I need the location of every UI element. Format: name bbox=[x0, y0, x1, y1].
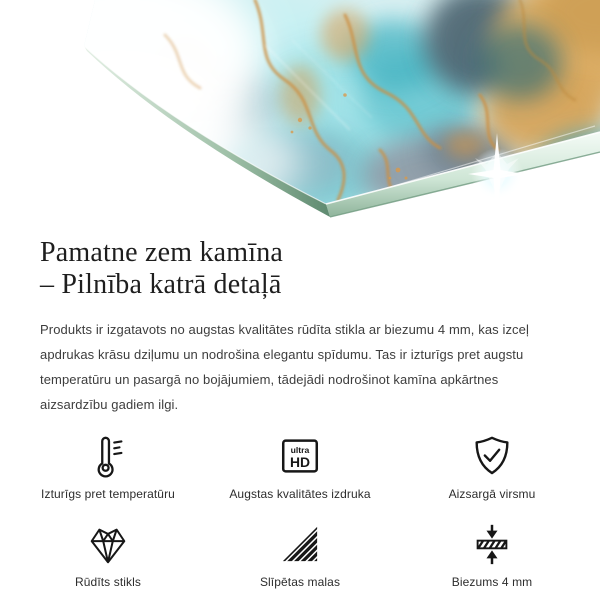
feature-label: Rūdīts stikls bbox=[75, 575, 141, 589]
svg-text:HD: HD bbox=[289, 454, 311, 471]
beveled-edges-icon bbox=[277, 520, 323, 568]
ultra-hd-icon bbox=[277, 432, 323, 480]
feature-label: Slīpētas malas bbox=[259, 575, 341, 589]
diamond-icon bbox=[85, 520, 131, 568]
shield-check-icon bbox=[469, 432, 515, 480]
feature-label: Izturīgs pret temperatūru bbox=[41, 487, 175, 501]
thermometer-icon bbox=[85, 432, 131, 480]
feature-item-tempered-glass bbox=[12, 520, 204, 589]
glass-panel-artwork bbox=[0, 0, 600, 231]
feature-item-temperature bbox=[12, 432, 204, 501]
feature-item-thickness bbox=[396, 520, 588, 589]
features-grid bbox=[12, 432, 588, 589]
feature-item-print-quality bbox=[204, 432, 396, 501]
feature-label: Augstas kvalitātes izdruka bbox=[229, 487, 371, 501]
feature-label: Biezums 4 mm bbox=[451, 575, 533, 589]
title-line-2: – Pilnība katrā detaļā bbox=[40, 269, 282, 300]
product-description: Produkts ir izgatavots no augstas kvalitātes rūdīta stikla ar biezumu 4 mm, kas izceļ apdrukas krāsu dziļumu un nodrošina elegantu spīdumu. Tas ir izturīgs pret augstu temperatūru un pasargā no bojājumiem, tādejādi nodrošinot kamīna apkārtnes aizsardzību gadiem ilgi. bbox=[40, 322, 529, 412]
feature-label: Aizsargā virsmu bbox=[448, 487, 536, 501]
feature-item-beveled-edges bbox=[204, 520, 396, 589]
thickness-icon bbox=[469, 520, 515, 568]
product-hero-image bbox=[0, 0, 600, 231]
title-line-1: Pamatne zem kamīna bbox=[40, 237, 284, 268]
feature-item-protects-surface bbox=[396, 432, 588, 501]
svg-text:ultra: ultra bbox=[290, 445, 310, 456]
page-title bbox=[40, 237, 600, 301]
